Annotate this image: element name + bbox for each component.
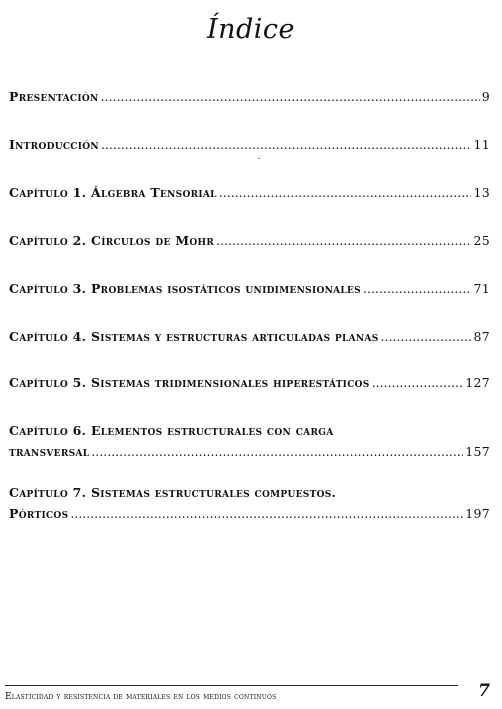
toc-entry-title-continued: transversal: [9, 444, 90, 459]
toc-page-number: 9: [481, 89, 490, 104]
toc-entry-presentacion: [9, 86, 490, 107]
footer-rule: [5, 685, 458, 686]
toc-entry-title: Capítulo 5. Sistemas tridimensionales hiperestáticos: [9, 375, 370, 390]
toc-entry-capitulo-1: [9, 182, 490, 203]
dot-leader: [101, 134, 472, 155]
page-title: Índice: [206, 14, 296, 45]
toc-entry-capitulo-6: [9, 420, 490, 462]
toc-page-number: 87: [473, 329, 490, 344]
dot-leader: [216, 230, 471, 251]
toc-entry-capitulo-3: [9, 278, 490, 299]
print-speck: [258, 158, 260, 159]
toc-entry-title-continued: Pórticos: [9, 506, 69, 521]
dot-leader: [70, 503, 463, 524]
page-number: 7: [478, 681, 490, 701]
toc-page-number: 11: [473, 137, 490, 152]
toc-page-number: 13: [473, 185, 490, 200]
toc-page-number: 127: [465, 375, 490, 390]
toc-entry-title: Capítulo 3. Problemas isostáticos unidimensionales: [9, 281, 361, 296]
toc-page-number: 197: [465, 506, 490, 521]
toc-entry-title: Capítulo 1. Álgebra Tensorial: [9, 185, 217, 200]
running-footer: Elasticidad y resistencia de materiales en los medios continuos: [5, 692, 277, 702]
toc-entry-introduccion: [9, 134, 490, 155]
toc-entry-title: Capítulo 4. Sistemas y estructuras articuladas planas: [9, 329, 379, 344]
toc-entry-capitulo-2: [9, 230, 490, 251]
dot-leader: [363, 278, 471, 299]
toc-entry-title: Presentación: [9, 89, 99, 104]
dot-leader: [381, 326, 472, 347]
toc-entry-title: Capítulo 2. Círculos de Mohr: [9, 233, 215, 248]
toc-entry-title: Capítulo 7. Sistemas estructurales compuestos.: [9, 485, 337, 500]
toc-entry-capitulo-4: [9, 326, 490, 347]
toc-entry-capitulo-5: [9, 372, 490, 393]
dot-leader: [219, 182, 472, 203]
dot-leader: [101, 86, 480, 107]
toc-entry-title: Capítulo 6. Elementos estructurales con carga: [9, 423, 334, 438]
toc-entry-title: Introducción: [9, 137, 99, 152]
toc-page-number: 71: [473, 281, 490, 296]
toc-entry-capitulo-7: [9, 482, 490, 524]
dot-leader: [372, 372, 464, 393]
toc-page-number: 25: [473, 233, 490, 248]
toc-page-number: 157: [465, 444, 490, 459]
dot-leader: [91, 441, 463, 462]
